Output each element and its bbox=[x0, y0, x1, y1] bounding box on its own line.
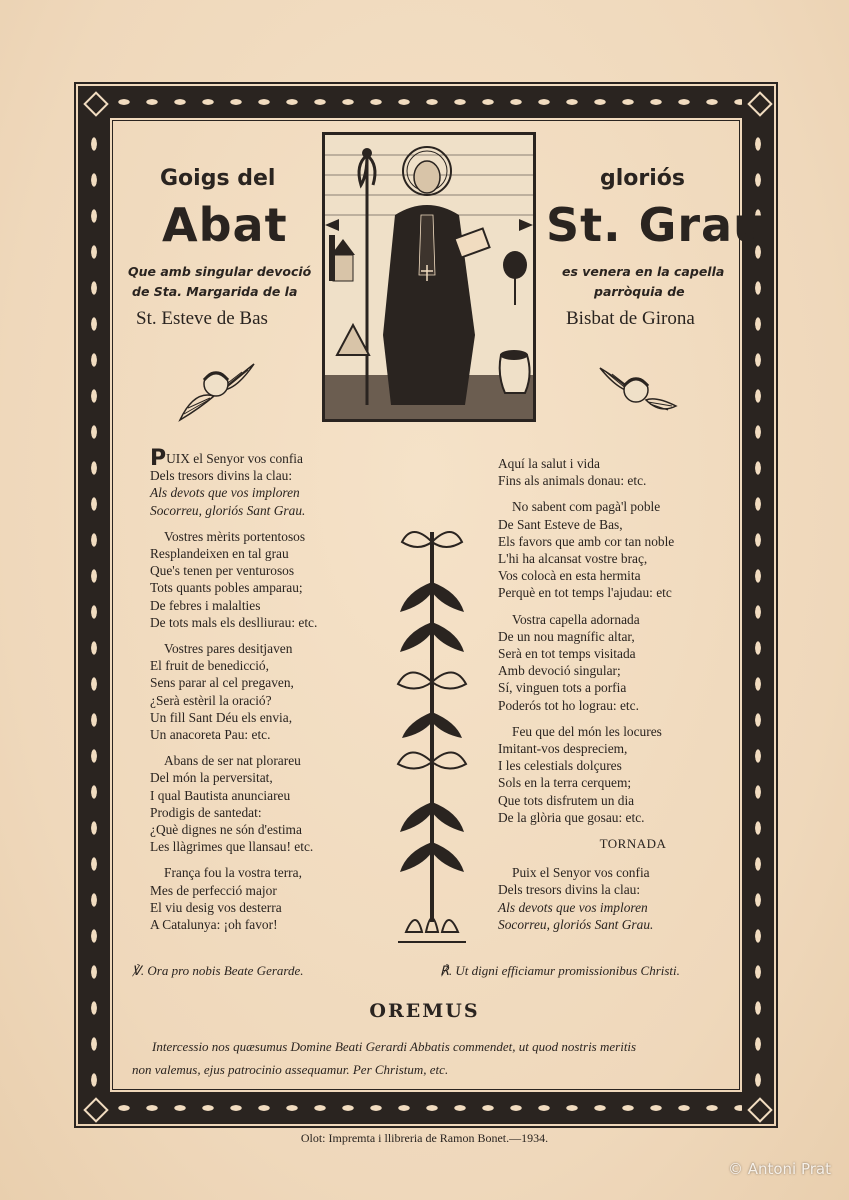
verse-line: Sols en la terra cerquem; bbox=[498, 775, 632, 791]
verse-line: Sens parar al cel pregaven, bbox=[150, 675, 294, 691]
verse-line: Mes de perfecció major bbox=[150, 882, 277, 898]
verse-line: De tots mals els deslliurau: etc. bbox=[150, 614, 318, 630]
title-abat: Abat bbox=[162, 198, 288, 252]
verse-line: De Sant Esteve de Bas, bbox=[498, 516, 623, 532]
verse-line: I qual Bautista anunciareu bbox=[150, 787, 291, 803]
verse-line: Serà en tot temps visitada bbox=[498, 646, 636, 662]
verse-line: L'hi ha alcansat vostre braç, bbox=[498, 551, 648, 567]
verse-line: Vostres pares desitjaven bbox=[164, 641, 293, 657]
refrain-line: Socorreu, gloriós Sant Grau. bbox=[498, 916, 654, 932]
imprint: Olot: Impremta i llibreria de Ramon Bonet.—1934. bbox=[300, 1131, 549, 1145]
verse-line: Que tots disfrutem un dia bbox=[498, 792, 635, 808]
stanza bbox=[150, 864, 390, 933]
verse-line: Vostra capella adornada bbox=[512, 611, 640, 627]
verse-line: ¿Què dignes ne són d'estima bbox=[150, 822, 302, 838]
verse-line: Dels tresors divins la clau: bbox=[498, 882, 641, 898]
subtitle-left-1: Que amb singular devoció bbox=[128, 264, 312, 279]
drop-cap: P bbox=[150, 446, 167, 471]
corner-ornament bbox=[78, 86, 110, 118]
border-band-bottom bbox=[78, 1092, 774, 1124]
verse-line: Sí, vinguen tots a porfia bbox=[498, 680, 627, 696]
verse-line: Que's tenen per venturosos bbox=[150, 563, 295, 579]
verse-line: Dels tresors divins la clau: bbox=[150, 468, 293, 484]
verses-right-column bbox=[498, 455, 728, 942]
cherub-right-icon bbox=[596, 360, 680, 424]
verse-line: Vostres mèrits portentosos bbox=[164, 528, 306, 544]
verse-line: Puix el Senyor vos confia bbox=[512, 865, 650, 881]
tornada-stanza bbox=[498, 864, 728, 933]
stanza bbox=[150, 528, 390, 631]
verse-line: Feu que del món les locures bbox=[512, 723, 662, 739]
refrain-line: Als devots que vos imploren bbox=[150, 485, 300, 501]
prayer-line-2: non valemus, ejus patrocinio assequamur. Per Christum, etc. bbox=[132, 1062, 449, 1077]
saint-figure-icon bbox=[325, 135, 533, 419]
versicle: ℣. Ora pro nobis Beate Gerarde. bbox=[132, 963, 304, 978]
verse-line: Del món la perversitat, bbox=[150, 770, 273, 786]
stanza bbox=[498, 498, 728, 601]
verse-line: El fruit de benedicció, bbox=[150, 658, 269, 674]
lily-ornament bbox=[392, 522, 472, 952]
verse-line: Els favors que amb cor tan noble bbox=[498, 533, 675, 549]
verse-line: França fou la vostra terra, bbox=[164, 865, 302, 881]
saint-woodcut bbox=[322, 132, 536, 422]
subtitle-left-2: de Sta. Margarida de la bbox=[132, 284, 298, 299]
verse-line: De un nou magnífic altar, bbox=[498, 628, 635, 644]
subtitle-right-2: parròquia de bbox=[594, 284, 685, 299]
verse-line: UIX el Senyor vos confia bbox=[166, 451, 303, 466]
verse-line: Tots quants pobles amparau; bbox=[150, 580, 303, 596]
verse-line: Abans de ser nat plorareu bbox=[164, 753, 301, 769]
stanza bbox=[498, 611, 728, 714]
title-st-grau: St. Grau bbox=[546, 198, 767, 252]
verse-line: De febres i malalties bbox=[150, 597, 261, 613]
border-band-top bbox=[78, 86, 774, 118]
verse-line: Imitant-vos despreciem, bbox=[498, 741, 628, 757]
border-band-left bbox=[78, 86, 110, 1124]
verse-line: De la glòria que gosau: etc. bbox=[498, 809, 645, 825]
oremus-heading: OREMUS bbox=[369, 1000, 480, 1022]
tornada-heading: TORNADA bbox=[599, 836, 667, 852]
verse-line: Poderós tot ho lograu: etc. bbox=[498, 697, 639, 713]
stanza bbox=[498, 723, 728, 826]
stanza bbox=[150, 752, 390, 855]
verse-line: No sabent com pagà'l poble bbox=[512, 499, 661, 515]
verse-line: Aquí la salut i vida bbox=[498, 456, 600, 471]
verses-left-column bbox=[150, 446, 390, 942]
verse-line: ¿Serà estèril la oració? bbox=[150, 692, 272, 708]
verse-line: A Catalunya: ¡oh favor! bbox=[150, 917, 278, 933]
corner-ornament bbox=[742, 86, 774, 118]
photo-credit: © Antoni Prat bbox=[727, 1160, 831, 1178]
cherub-left-icon bbox=[174, 360, 258, 424]
place-left: St. Esteve de Bas bbox=[136, 308, 268, 329]
title-glorios: gloriós bbox=[600, 166, 686, 191]
stanza bbox=[150, 446, 390, 519]
refrain-line: Als devots que vos imploren bbox=[498, 899, 648, 915]
verse-line: Amb devoció singular; bbox=[498, 663, 621, 679]
verse-line: I les celestials dolçures bbox=[498, 758, 622, 774]
stanza bbox=[150, 640, 390, 743]
verse-line: El viu desig vos desterra bbox=[150, 899, 282, 915]
verse-line: Resplandeixen en tal grau bbox=[150, 546, 289, 562]
stanza bbox=[498, 455, 728, 489]
title-goigs-del: Goigs del bbox=[160, 166, 276, 191]
refrain-line: Socorreu, gloriós Sant Grau. bbox=[150, 502, 306, 518]
corner-ornament bbox=[742, 1092, 774, 1124]
verse-line: Un fill Sant Déu els envia, bbox=[150, 709, 293, 725]
verse-line: Fins als animals donau: etc. bbox=[498, 473, 647, 489]
verse-line: Un anacoreta Pau: etc. bbox=[150, 727, 271, 743]
verse-line: Vos colocà en esta hermita bbox=[498, 568, 641, 584]
verse-line: Perquè en tot temps l'ajudau: etc bbox=[498, 585, 672, 601]
verse-line: Prodigis de santedat: bbox=[150, 804, 262, 820]
place-right: Bisbat de Girona bbox=[566, 308, 695, 329]
subtitle-right-1: es venera en la capella bbox=[562, 264, 725, 279]
corner-ornament bbox=[78, 1092, 110, 1124]
response: ℟. Ut digni efficiamur promissionibus Christi. bbox=[440, 963, 680, 978]
lily-icon bbox=[392, 522, 472, 952]
prayer-line-1: Intercessio nos quæsumus Domine Beati Gerardi Abbatis commendet, ut quod nostris meritis bbox=[152, 1039, 637, 1054]
verse-line: Les llàgrimes que llansau! etc. bbox=[150, 839, 314, 855]
